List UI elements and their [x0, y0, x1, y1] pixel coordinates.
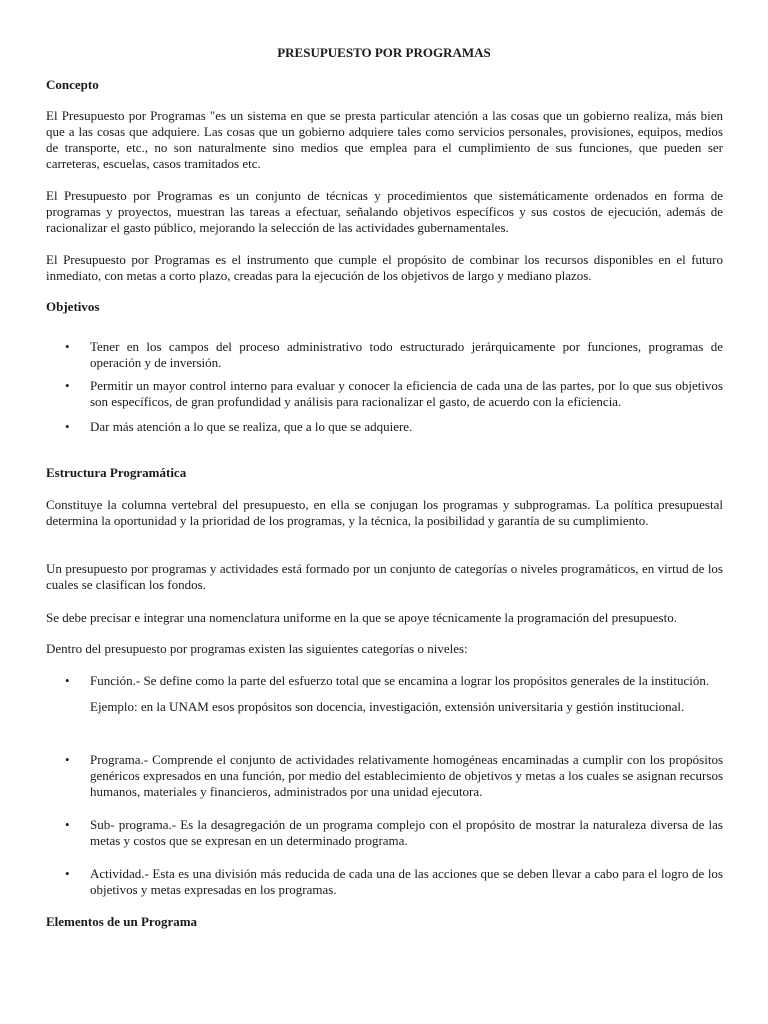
estructura-paragraph-2: Un presupuesto por programas y actividades está formado por un conjunto de categorías o niveles programáticos, en virtud de los cuales se clasifican los fondos. [46, 561, 723, 592]
objetivos-list [46, 378, 723, 410]
bullet-icon: • [65, 817, 70, 832]
list-item [46, 339, 723, 371]
nivel-text: Programa.- Comprende el conjunto de actividades relativamente homogéneas encaminadas a cumplir con los propósitos genéricos expresados en una función, por medio del establecimiento de objetivos y metas a los cuales se asignan recursos humanos, materiales y financieros, administrados por una unidad ejecutora. [90, 752, 723, 799]
list-item [46, 673, 723, 715]
elementos-heading: Elementos de un Programa [46, 914, 198, 929]
concepto-heading: Concepto [46, 77, 99, 92]
list-item [46, 419, 723, 435]
estructura-paragraph-1: Constituye la columna vertebral del presupuesto, en ella se conjugan los programas y subprogramas. La política presupuestal determina la oportunidad y la prioridad de los programas, y la técnica, la posibilidad y garantía de su cumplimiento. [46, 497, 723, 528]
list-item [46, 752, 723, 800]
concepto-paragraph-1: El Presupuesto por Programas "es un sistema en que se presta particular atención a las cosas que un gobierno realiza, más bien que a las cosas que adquiere. Las cosas que un gobierno adquiere tales como servicios personales, provisiones, equipos, medios de transporte, etc., no son naturalmente sino medios que emplea para el cumplimiento de sus funciones, que pueden ser carreteras, escuelas, casos tramitados etc. [46, 108, 723, 171]
objetivo-text: Dar más atención a lo que se realiza, que a lo que se adquiere. [90, 419, 413, 434]
bullet-icon: • [65, 378, 70, 393]
nivel-text: Sub- programa.- Es la desagregación de un programa complejo con el propósito de mostrar la naturaleza diversa de las metas y costos que se expresan en un determinado programa. [90, 817, 723, 848]
nivel-text: Actividad.- Esta es una división más reducida de cada una de las acciones que se deben llevar a cabo para el logro de los objetivos y metas expresadas en los programas. [90, 866, 723, 897]
objetivo-text: Tener en los campos del proceso administrativo todo estructurado jerárquicamente por funciones, programas de operación y de inversión. [90, 339, 723, 370]
objetivos-list [46, 419, 723, 435]
list-item [46, 378, 723, 410]
list-item [46, 817, 723, 849]
niveles-list [46, 866, 723, 898]
niveles-list [46, 752, 723, 800]
nivel-text: Función.- Se define como la parte del esfuerzo total que se encamina a lograr los propósitos generales de la institución. [90, 673, 710, 688]
objetivos-list [46, 339, 723, 371]
document-title: PRESUPUESTO POR PROGRAMAS [277, 45, 491, 60]
objetivo-text: Permitir un mayor control interno para evaluar y conocer la eficiencia de cada una de las partes, por lo que sus objetivos son específicos, de gran profundidad y análisis para racionalizar el gasto, de acuerdo con la eficiencia. [90, 378, 723, 409]
niveles-list [46, 673, 723, 715]
list-item [46, 866, 723, 898]
estructura-paragraph-4: Dentro del presupuesto por programas existen las siguientes categorías o niveles: [46, 641, 468, 656]
estructura-paragraph-3: Se debe precisar e integrar una nomenclatura uniforme en la que se apoye técnicamente la programación del presupuesto. [46, 610, 677, 625]
bullet-icon: • [65, 866, 70, 881]
bullet-icon: • [65, 752, 70, 767]
objetivos-heading: Objetivos [46, 299, 100, 314]
bullet-icon: • [65, 673, 70, 688]
concepto-paragraph-2: El Presupuesto por Programas es un conjunto de técnicas y procedimientos que sistemáticamente ordenados en forma de programas y proyectos, muestran las tareas a efectuar, señalando objetivos específicos y sus costos de ejecución, además de racionalizar el gasto público, mejorando la selección de las actividades gubernamentales. [46, 188, 723, 235]
niveles-list [46, 817, 723, 849]
bullet-icon: • [65, 339, 70, 354]
estructura-heading: Estructura Programática [46, 465, 187, 480]
nivel-example: Ejemplo: en la UNAM esos propósitos son docencia, investigación, extensión universitaria y gestión institucional. [90, 699, 685, 714]
bullet-icon: • [65, 419, 70, 434]
concepto-paragraph-3: El Presupuesto por Programas es el instrumento que cumple el propósito de combinar los recursos disponibles en el futuro inmediato, con metas a corto plazo, creadas para la ejecución de los objetivos de largo y mediano plazos. [46, 252, 723, 283]
